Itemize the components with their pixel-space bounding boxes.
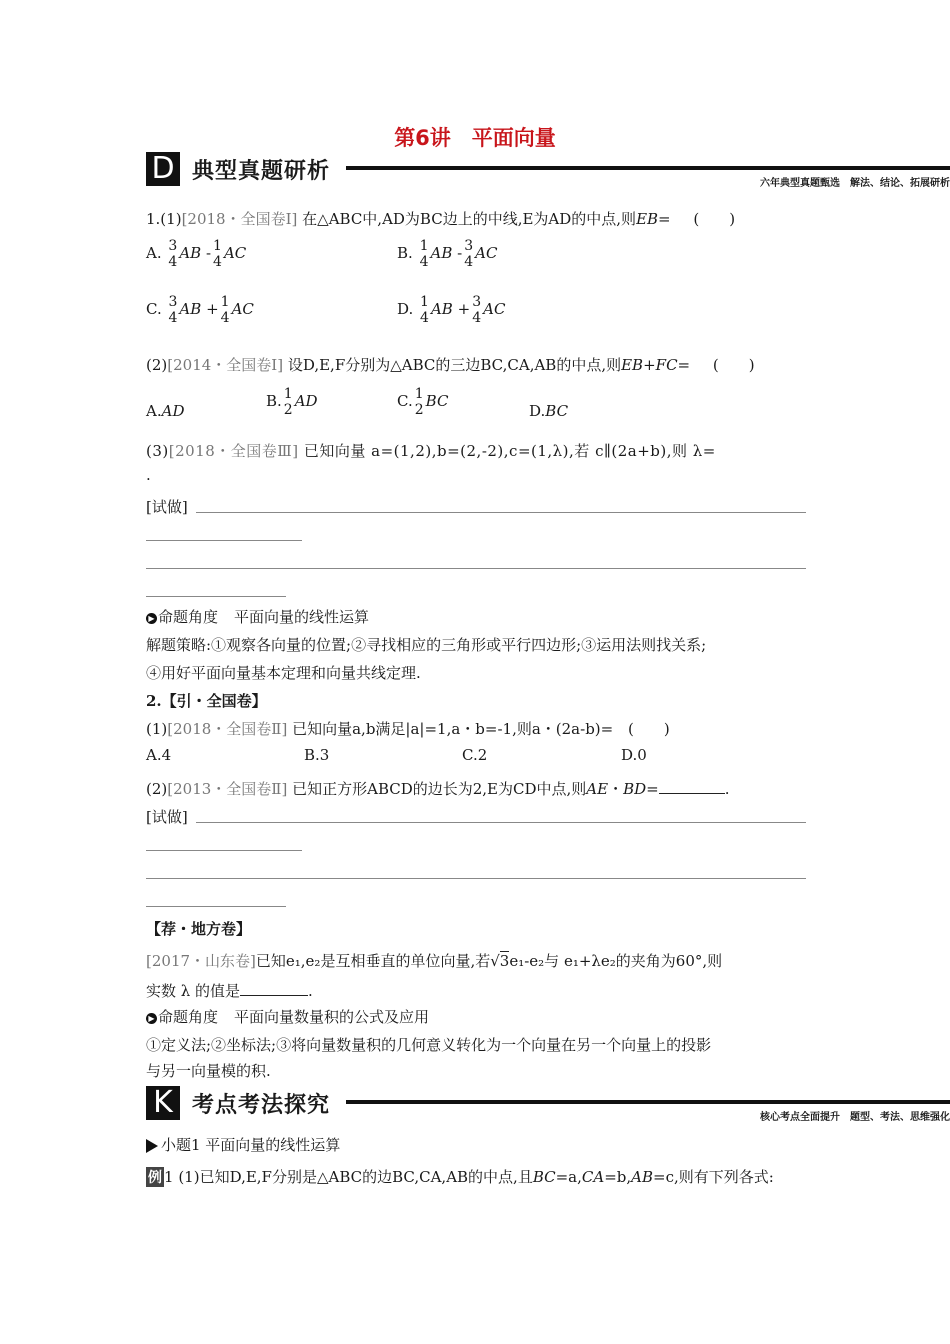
topic-heading [146, 1134, 340, 1155]
fraction: 1 4 [420, 294, 429, 326]
option-label: B. [266, 392, 282, 410]
page-title: 第6讲 平面向量 [394, 126, 556, 150]
vector-eb: EB [636, 210, 659, 228]
fraction: 1 2 [414, 386, 424, 418]
answer-line [146, 850, 302, 851]
angle-label: 命题角度 [158, 1008, 219, 1026]
vector-ab: AB [179, 300, 202, 318]
sign: - [205, 244, 212, 262]
banner-tag: 六年典型真题甄选 解法、结论、拓展研析 [760, 178, 950, 189]
q1-part1-stem [146, 208, 735, 229]
vector-ac: AC [483, 300, 506, 318]
fraction: 3 4 [168, 238, 178, 270]
q3-heading: 【荐・地方卷】 [146, 920, 252, 938]
dot-sign: ・ [608, 780, 624, 798]
fill-blank[interactable] [659, 779, 725, 794]
method-line-1: ①定义法;②坐标法;③将向量数量积的几何意义转化为一个向量在另一个向量上的投影 [146, 1036, 712, 1054]
vector-ae: AE [586, 780, 609, 798]
answer-line [146, 878, 806, 879]
eq-b: =b, [604, 1168, 632, 1186]
section-banner-k [146, 1086, 950, 1122]
option-label: B. [397, 244, 413, 262]
triangle-icon [146, 1139, 158, 1153]
vector-bd: BD [623, 780, 647, 798]
sign: + [457, 300, 471, 318]
option-label: C. [146, 300, 162, 318]
question-source: [2013・全国卷Ⅱ] [167, 780, 288, 798]
sign: - [457, 244, 463, 262]
q2-option-c: C.2 [462, 746, 488, 764]
banner-letter: K [146, 1086, 180, 1120]
fraction: 1 4 [419, 238, 429, 270]
vector-ab: AB [179, 244, 202, 262]
q1-option-c [146, 294, 254, 326]
topic-text: 小题1 平面向量的线性运算 [161, 1136, 341, 1154]
vector-ac: AC [231, 300, 254, 318]
question-source: [2018・全国卷Ⅲ] [168, 442, 299, 460]
question-number: 1.(1) [146, 210, 182, 228]
q1-part2-stem [146, 354, 755, 375]
angle-heading-1 [146, 606, 369, 627]
example-number: 1 [164, 1168, 174, 1186]
strategy-line-1: 解题策略:①观察各向量的位置;②寻找相应的三角形或平行四边形;③运用法则找关系; [146, 636, 707, 654]
answer-line [146, 596, 286, 597]
equals-sign: = [677, 356, 691, 374]
question-source: [2014・全国卷Ⅰ] [167, 356, 284, 374]
q2-heading: 2.【引・全国卷】 [146, 692, 267, 710]
eq-a: =a, [555, 1168, 582, 1186]
fill-blank[interactable] [240, 981, 308, 996]
question-stem: 已知正方形ABCD的边长为2,E为CD中点,则 [292, 780, 587, 798]
example-badge: 例 [146, 1167, 164, 1187]
option-label: A. [146, 402, 162, 420]
vector-eb: EB [621, 356, 644, 374]
q1-part3-stem [146, 440, 716, 461]
q2-option-b: B.3 [304, 746, 330, 764]
q3-stem [146, 950, 722, 971]
question-number: (1) [146, 720, 168, 738]
q3-line2 [146, 980, 313, 1001]
question-stem: 已知向量a,b满足|a|=1,a・b=-1,则a・(2a-b)= [292, 720, 614, 738]
q2-option-a: A.4 [146, 746, 172, 764]
vector-bc: BC [532, 1168, 556, 1186]
q2-part1-stem [146, 718, 670, 739]
fraction: 3 4 [464, 238, 474, 270]
try-label: [试做] [146, 808, 188, 826]
section-banner-d [146, 152, 950, 188]
question-number: (2) [146, 356, 168, 374]
sign: + [206, 300, 219, 318]
q2-part2-stem [146, 778, 730, 799]
answer-paren: ( ) [693, 210, 736, 228]
q1p2-option-d [529, 402, 568, 420]
q1-option-a [146, 238, 246, 270]
vector-ca: CA [581, 1168, 605, 1186]
fraction: 3 4 [168, 294, 178, 326]
question-number: (3) [146, 442, 169, 460]
question-number: (2) [146, 780, 168, 798]
option-label: D. [397, 300, 414, 318]
question-stem: 已知e₁,e₂是互相垂直的单位向量,若 [255, 952, 491, 970]
q1-option-b [397, 238, 497, 270]
vector-ac: AC [475, 244, 498, 262]
sqrt-symbol: √3 [490, 952, 510, 970]
q1p2-option-c [397, 386, 448, 418]
answer-line [196, 512, 806, 513]
example-tail: 则有下列各式: [678, 1168, 774, 1186]
angle-heading-2 [146, 1006, 429, 1027]
banner-title: 考点考法探究 [192, 1093, 331, 1118]
play-icon: ▶ [146, 613, 157, 624]
vector-ad: AD [294, 392, 318, 410]
question-source: [2017・山东卷] [146, 952, 256, 970]
banner-letter: D [146, 152, 180, 186]
banner-bar [346, 166, 950, 170]
banner-bar [346, 1100, 950, 1104]
question-stem: 在△ABC中,AD为BC边上的中线,E为AD的中点,则 [302, 210, 637, 228]
fraction: 1 4 [220, 294, 230, 326]
example-1 [146, 1166, 774, 1187]
play-icon: ▶ [146, 1013, 157, 1024]
banner-tag: 核心考点全面提升 题型、考法、思维强化 [760, 1112, 950, 1123]
period: . [308, 982, 313, 1000]
period: . [724, 780, 730, 798]
angle-text: 平面向量数量积的公式及应用 [234, 1008, 430, 1026]
angle-text: 平面向量的线性运算 [234, 608, 370, 626]
vector-bc: BC [425, 392, 449, 410]
question-stem: 设D,E,F分别为△ABC的三边BC,CA,AB的中点,则 [287, 356, 622, 374]
vector-ab: AB [430, 244, 453, 262]
answer-line [146, 568, 806, 569]
sqrt-value: 3 [499, 952, 510, 970]
equals-sign: = [658, 210, 671, 228]
option-label: C. [397, 392, 413, 410]
example-stem: (1)已知D,E,F分别是△ABC的边BC,CA,AB的中点,且 [178, 1168, 533, 1186]
question-stem: 实数 λ 的值是 [146, 982, 241, 1000]
q1-option-d [397, 294, 505, 326]
q1p2-option-a [146, 402, 184, 420]
fraction: 1 4 [213, 238, 222, 270]
question-source: [2018・全国卷Ⅱ] [167, 720, 288, 738]
fraction: 3 4 [472, 294, 482, 326]
method-line-2: 与另一向量模的积. [146, 1062, 271, 1080]
q2-option-d: D.0 [621, 746, 647, 764]
q1p2-option-b [266, 386, 318, 418]
strategy-line-2: ④用好平面向量基本定理和向量共线定理. [146, 664, 421, 682]
question-stem: 已知向量 a=(1,2),b=(2,-2),c=(1,λ),若 c∥(2a+b),则 λ= [303, 442, 716, 460]
answer-line [146, 906, 286, 907]
vector-bc: BC [545, 402, 569, 420]
angle-label: 命题角度 [158, 608, 219, 626]
option-label: A. [146, 244, 162, 262]
option-label: D. [529, 402, 546, 420]
question-stem: e₁-e₂与 e₁+λe₂的夹角为60°,则 [509, 952, 723, 970]
vector-ab: AB [631, 1168, 654, 1186]
answer-paren: ( ) [628, 720, 670, 738]
answer-line [196, 822, 806, 823]
answer-paren: ( ) [712, 356, 755, 374]
answer-line [146, 540, 302, 541]
q1-part3-tail: . [146, 466, 151, 484]
vector-ac: AC [223, 244, 247, 262]
plus-sign: + [643, 356, 656, 374]
vector-ad: AD [161, 402, 185, 420]
question-source: [2018・全国卷Ⅰ] [181, 210, 298, 228]
try-label: [试做] [146, 498, 188, 516]
equals-sign: = [646, 780, 659, 798]
banner-title: 典型真题研析 [192, 159, 331, 184]
fraction: 1 2 [283, 386, 293, 418]
eq-c: =c, [653, 1168, 679, 1186]
vector-ab: AB [430, 300, 453, 318]
vector-fc: FC [655, 356, 678, 374]
